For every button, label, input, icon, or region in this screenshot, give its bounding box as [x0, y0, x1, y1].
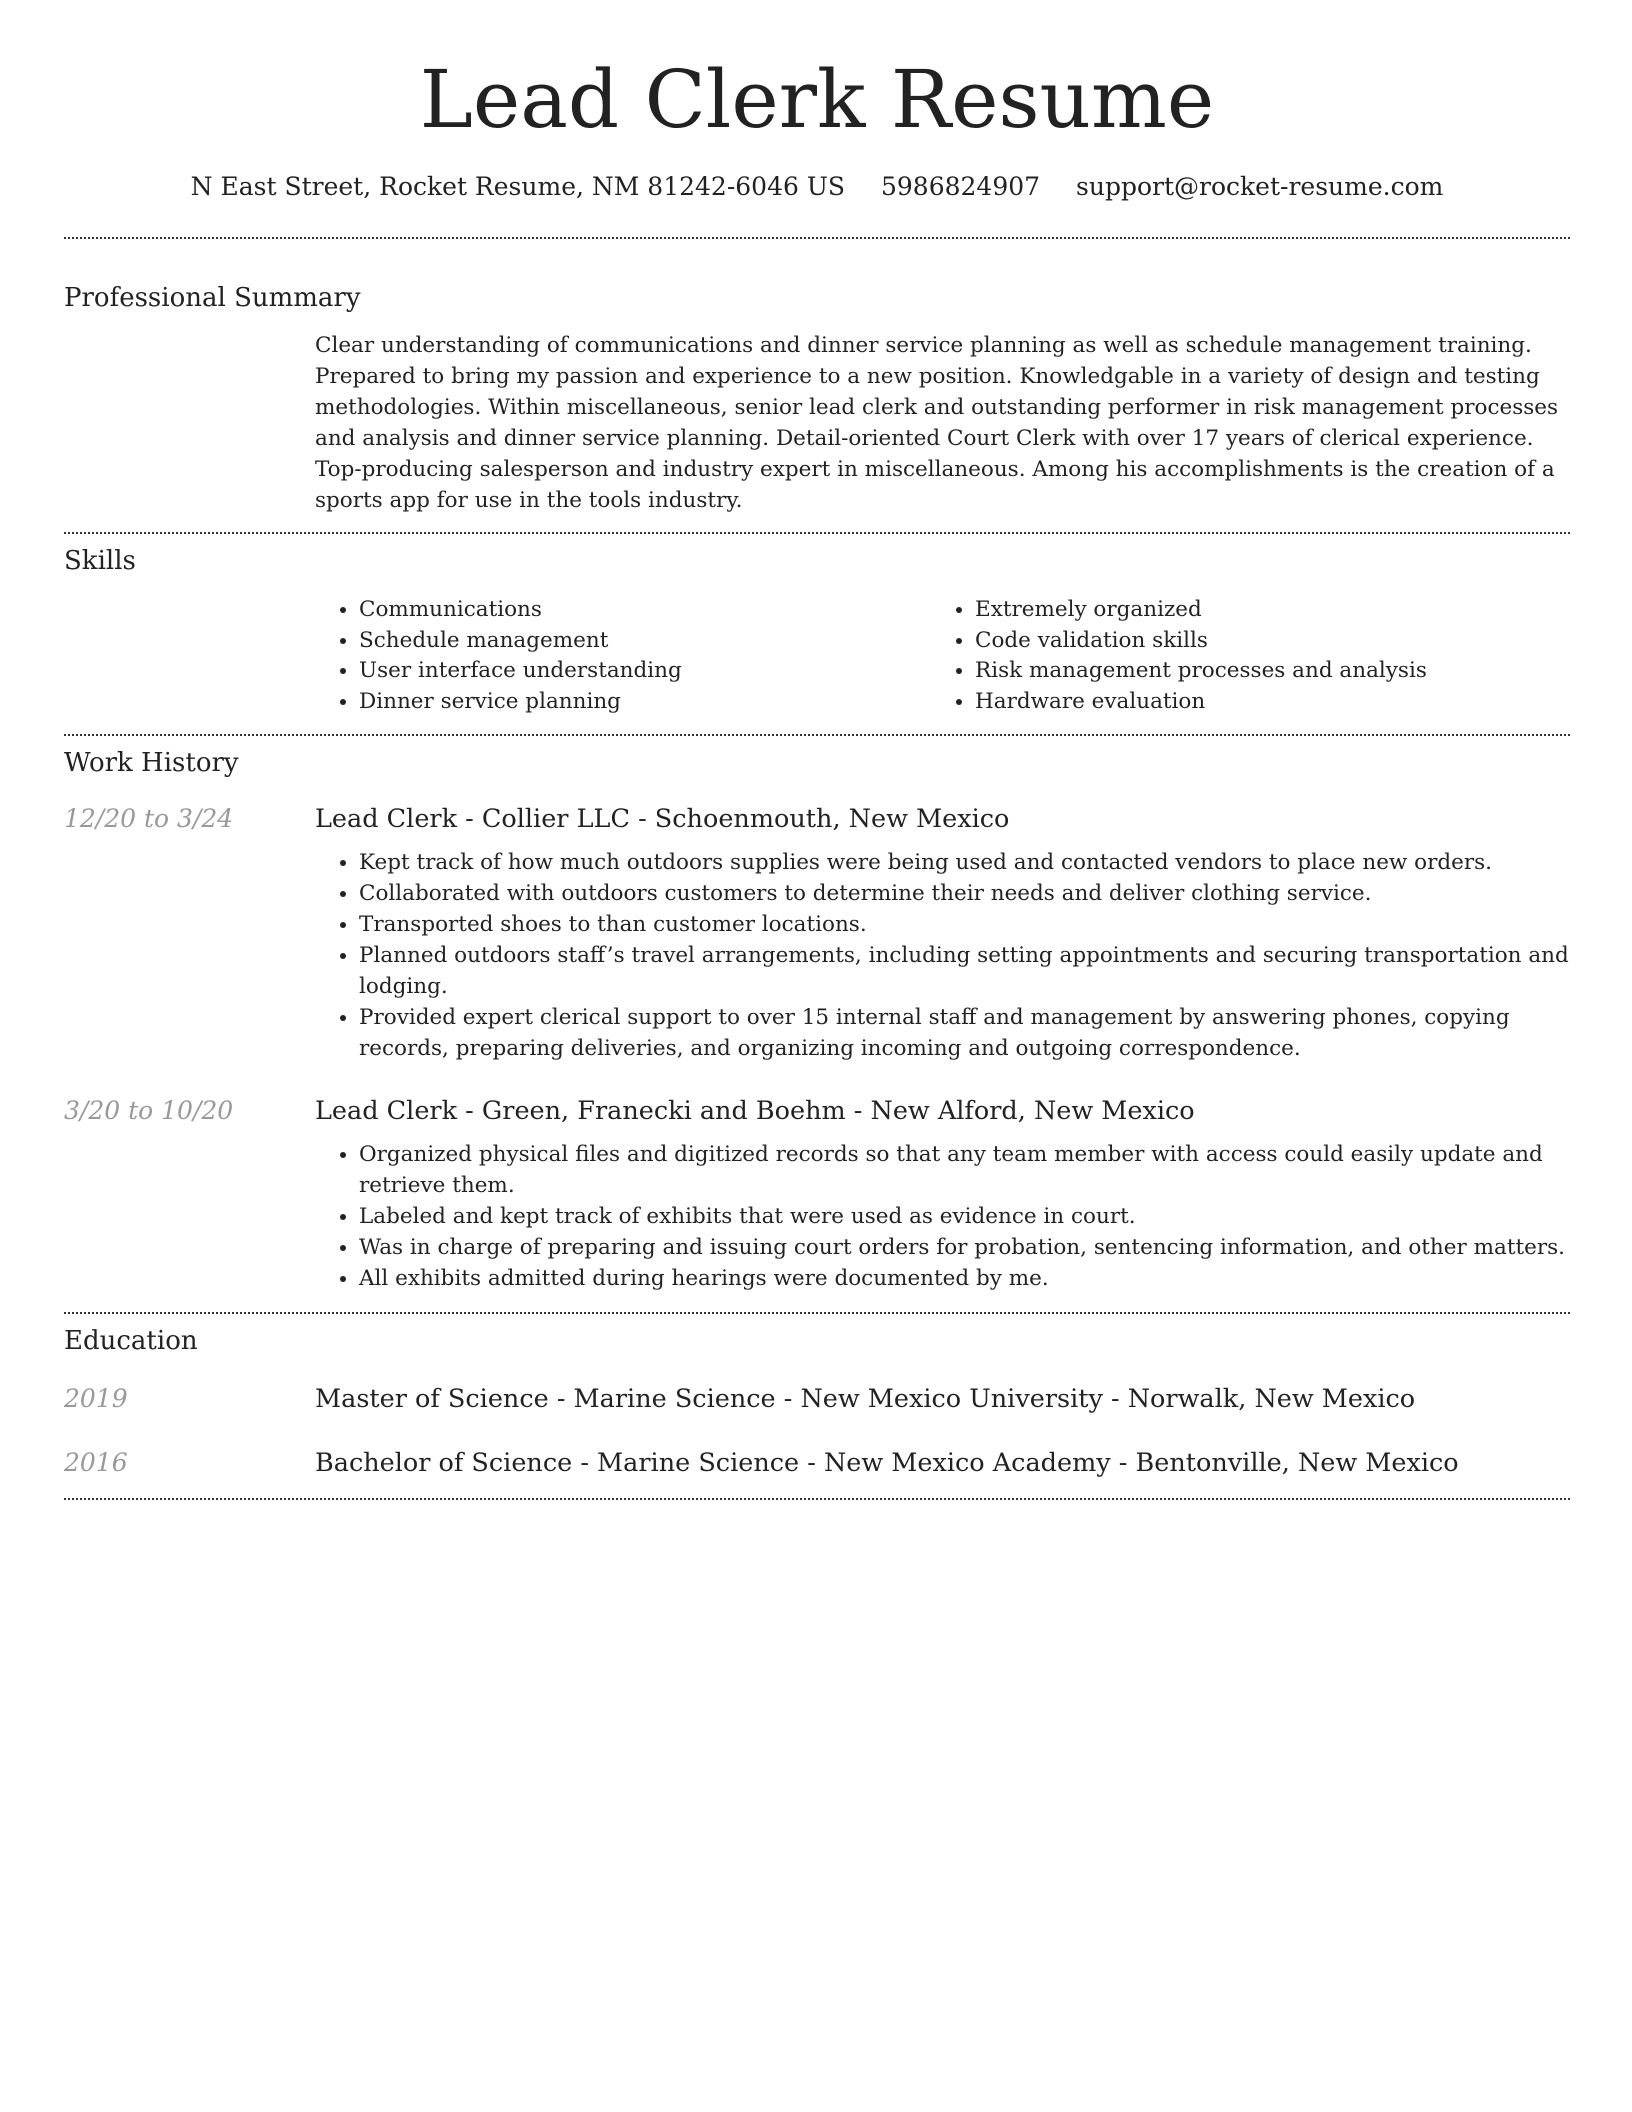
divider	[64, 734, 1570, 736]
education-heading: Education	[64, 1326, 198, 1356]
job-dates: 12/20 to 3/24	[64, 804, 234, 833]
job-entry	[64, 804, 1570, 1064]
education-title: Bachelor of Science - Marine Science - New Mexico Academy - Bentonville, New Mexico	[315, 1448, 1459, 1478]
divider	[64, 532, 1570, 534]
job-bullet: • Provided expert clerical support to over 15 internal staff and management by answering phones, copying records, preparing deliveries, and organizing incoming and outgoing correspondence.	[359, 1002, 1570, 1064]
skill-item: • Communications	[359, 595, 931, 626]
job-bullet: • All exhibits admitted during hearings were documented by me.	[359, 1263, 1570, 1294]
contact-address: N East Street, Rocket Resume, NM 81242-6046 US	[190, 172, 846, 201]
education-year: 2016	[64, 1448, 128, 1477]
job-bullets	[315, 847, 1570, 1064]
skill-item: • Risk management processes and analysis	[975, 656, 1547, 687]
job-bullet: • Kept track of how much outdoors supplies were being used and contacted vendors to place new orders.	[359, 847, 1570, 878]
summary-heading: Professional Summary	[64, 283, 361, 313]
resume-page	[64, 0, 1570, 1500]
job-entry	[64, 1096, 1570, 1294]
job-dates: 3/20 to 10/20	[64, 1096, 234, 1125]
skill-item: • Extremely organized	[975, 595, 1547, 626]
summary-section	[64, 283, 1570, 516]
education-entry	[64, 1448, 1570, 1478]
job-bullet: • Planned outdoors staff’s travel arrangements, including setting appointments and securing transportation and lodging.	[359, 940, 1570, 1002]
job-body	[315, 1096, 1570, 1294]
work-section	[64, 748, 1570, 1294]
job-bullets	[315, 1139, 1570, 1294]
education-entry	[64, 1384, 1570, 1414]
summary-text: Clear understanding of communications and dinner service planning as well as schedule management training. Prepared to bring my passion and experience to a new position. Knowledgable in a variety of design and testing methodologies. Within miscellaneous, senior lead clerk and outstanding performer in risk management processes and analysis and dinner service planning. Detail-oriented Court Clerk with over 17 years of clerical experience. Top-producing salesperson and industry expert in miscellaneous. Among his accomplishments is the creation of a sports app for use in the tools industry.	[315, 333, 1559, 513]
job-bullet: • Labeled and kept track of exhibits that were used as evidence in court.	[359, 1201, 1570, 1232]
job-title: Lead Clerk - Green, Franecki and Boehm - New Alford, New Mexico	[315, 1096, 1195, 1126]
job-bullet: • Collaborated with outdoors customers to determine their needs and deliver clothing service.	[359, 878, 1570, 909]
divider	[64, 1498, 1570, 1500]
education-title: Master of Science - Marine Science - New Mexico University - Norwalk, New Mexico	[315, 1384, 1416, 1414]
skill-item: • User interface understanding	[359, 656, 931, 687]
skill-item: • Code validation skills	[975, 626, 1547, 657]
education-year: 2019	[64, 1384, 128, 1413]
job-bullet: • Transported shoes to than customer locations.	[359, 909, 1570, 940]
job-bullet: • Was in charge of preparing and issuing court orders for probation, sentencing information, and other matters.	[359, 1232, 1570, 1263]
divider	[64, 1312, 1570, 1314]
job-body	[315, 804, 1570, 1064]
skill-item: • Schedule management	[359, 626, 931, 657]
skills-grid	[315, 595, 1570, 717]
contact-email: support@rocket-resume.com	[1076, 172, 1444, 201]
skills-list-left	[315, 595, 931, 717]
skills-list-right	[931, 595, 1547, 717]
skill-item: • Hardware evaluation	[975, 687, 1547, 718]
skills-section	[64, 546, 1570, 717]
contact-line	[64, 172, 1570, 201]
divider	[64, 237, 1570, 239]
resume-title: Lead Clerk Resume	[419, 53, 1215, 146]
work-heading: Work History	[64, 748, 239, 778]
contact-phone: 5986824907	[881, 172, 1041, 201]
job-title: Lead Clerk - Collier LLC - Schoenmouth, New Mexico	[315, 804, 1010, 834]
job-bullet: • Organized physical files and digitized records so that any team member with access could easily update and retrieve them.	[359, 1139, 1570, 1201]
skill-item: • Dinner service planning	[359, 687, 931, 718]
skills-heading: Skills	[64, 546, 136, 576]
education-section	[64, 1326, 1570, 1478]
